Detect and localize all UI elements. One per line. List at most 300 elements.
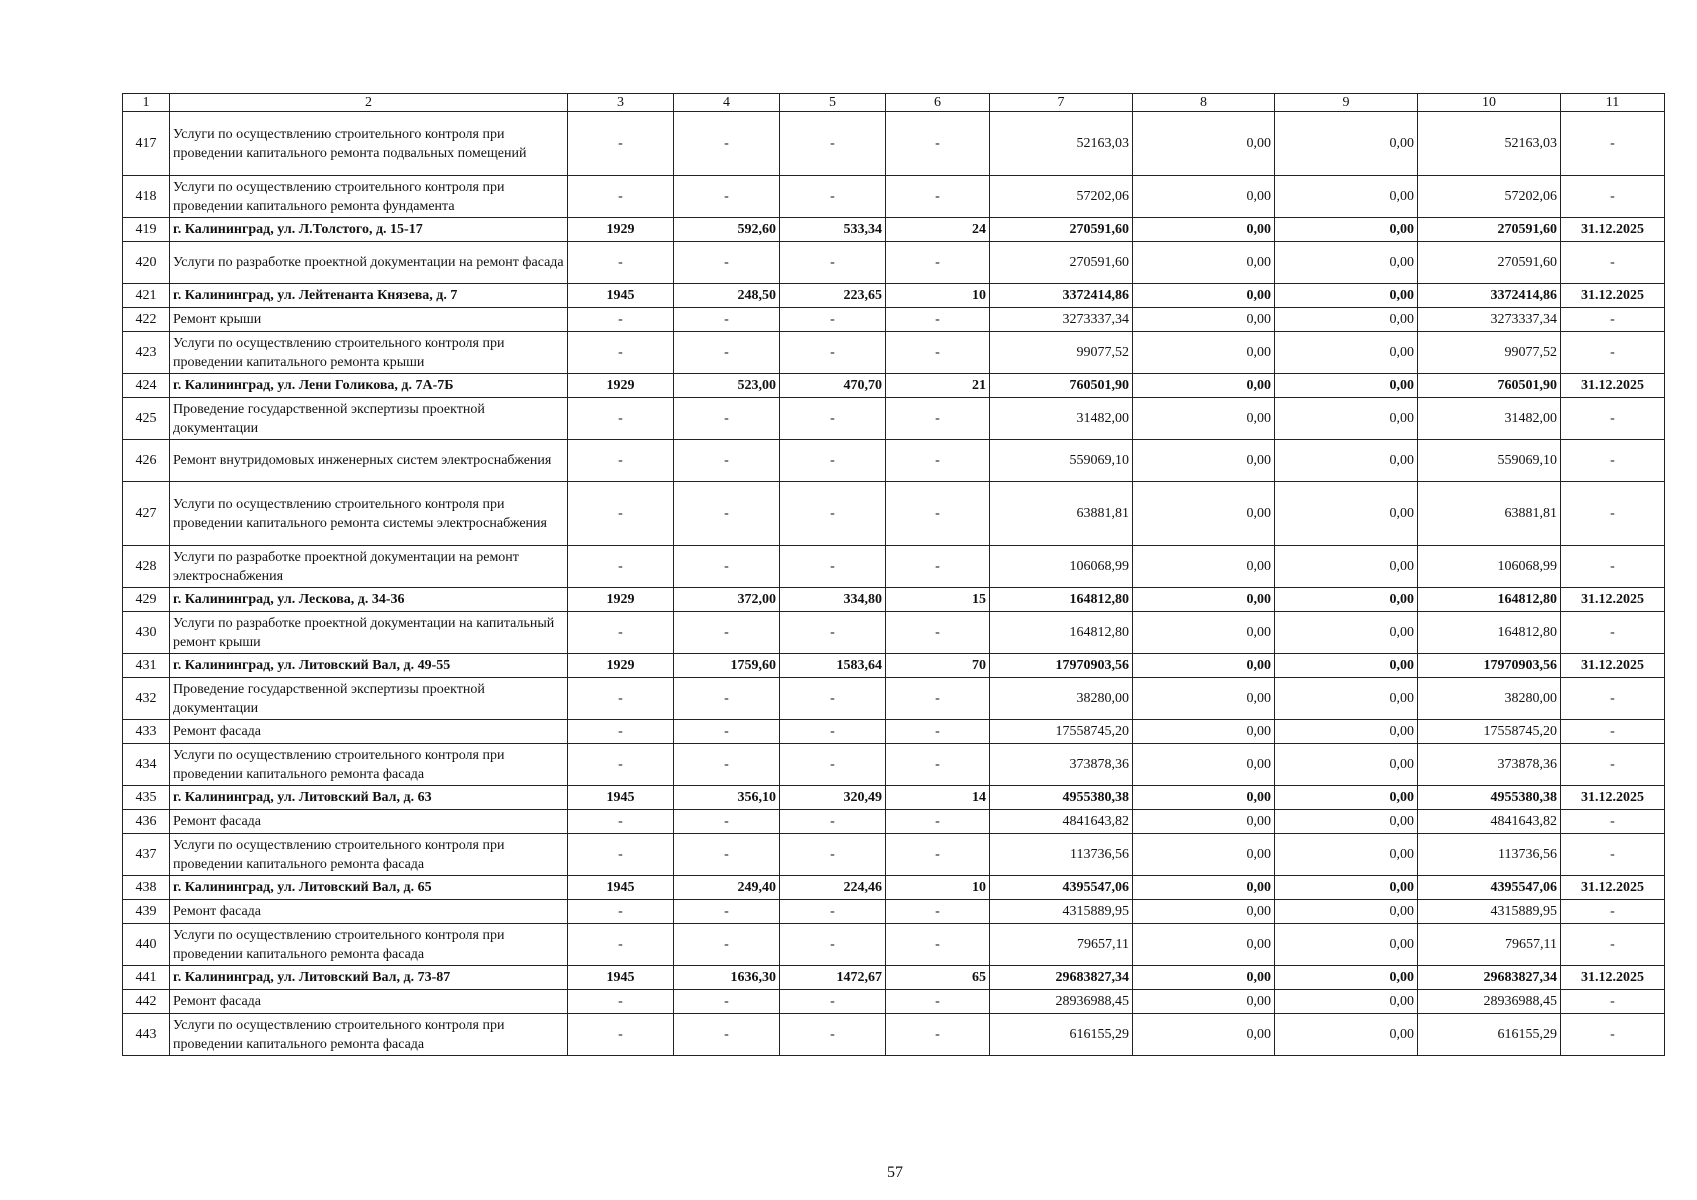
col5-cell: - bbox=[780, 546, 886, 588]
col11-cell: - bbox=[1561, 834, 1665, 876]
page-number: 57 bbox=[887, 1164, 903, 1181]
description-cell: Ремонт внутридомовых инженерных систем электроснабжения bbox=[170, 440, 568, 482]
row-number-cell: 436 bbox=[123, 810, 170, 834]
header-cell: 7 bbox=[990, 94, 1133, 112]
col6-cell: - bbox=[886, 398, 990, 440]
col4-cell: 249,40 bbox=[674, 876, 780, 900]
col11-cell: - bbox=[1561, 332, 1665, 374]
col10-cell: 113736,56 bbox=[1418, 834, 1561, 876]
col4-cell: - bbox=[674, 924, 780, 966]
row-number-cell: 421 bbox=[123, 284, 170, 308]
col5-cell: - bbox=[780, 744, 886, 786]
col11-cell: - bbox=[1561, 440, 1665, 482]
col4-cell: - bbox=[674, 332, 780, 374]
row-number-cell: 434 bbox=[123, 744, 170, 786]
description-cell: г. Калининград, ул. Литовский Вал, д. 63 bbox=[170, 786, 568, 810]
col9-cell: 0,00 bbox=[1275, 612, 1418, 654]
col4-cell: - bbox=[674, 398, 780, 440]
year-cell: - bbox=[568, 810, 674, 834]
col10-cell: 4395547,06 bbox=[1418, 876, 1561, 900]
col4-cell: 1636,30 bbox=[674, 966, 780, 990]
col7-cell: 270591,60 bbox=[990, 242, 1133, 284]
row-number-cell: 440 bbox=[123, 924, 170, 966]
table-row bbox=[123, 482, 1665, 546]
table-row bbox=[123, 218, 1665, 242]
col7-cell: 559069,10 bbox=[990, 440, 1133, 482]
year-cell: 1945 bbox=[568, 876, 674, 900]
col11-cell: 31.12.2025 bbox=[1561, 966, 1665, 990]
table-row bbox=[123, 242, 1665, 284]
table-row bbox=[123, 374, 1665, 398]
col9-cell: 0,00 bbox=[1275, 398, 1418, 440]
col6-cell: - bbox=[886, 612, 990, 654]
col11-cell: - bbox=[1561, 990, 1665, 1014]
col9-cell: 0,00 bbox=[1275, 834, 1418, 876]
row-number-cell: 439 bbox=[123, 900, 170, 924]
col8-cell: 0,00 bbox=[1133, 332, 1275, 374]
col6-cell: - bbox=[886, 924, 990, 966]
col8-cell: 0,00 bbox=[1133, 112, 1275, 176]
col8-cell: 0,00 bbox=[1133, 990, 1275, 1014]
col9-cell: 0,00 bbox=[1275, 332, 1418, 374]
description-cell: Ремонт крыши bbox=[170, 308, 568, 332]
col8-cell: 0,00 bbox=[1133, 612, 1275, 654]
col5-cell: - bbox=[780, 900, 886, 924]
col11-cell: 31.12.2025 bbox=[1561, 876, 1665, 900]
year-cell: - bbox=[568, 176, 674, 218]
col4-cell: - bbox=[674, 308, 780, 332]
col9-cell: 0,00 bbox=[1275, 744, 1418, 786]
row-number-cell: 426 bbox=[123, 440, 170, 482]
col4-cell: 372,00 bbox=[674, 588, 780, 612]
col10-cell: 270591,60 bbox=[1418, 218, 1561, 242]
col9-cell: 0,00 bbox=[1275, 112, 1418, 176]
col5-cell: - bbox=[780, 176, 886, 218]
col7-cell: 38280,00 bbox=[990, 678, 1133, 720]
col7-cell: 4841643,82 bbox=[990, 810, 1133, 834]
description-cell: Услуги по разработке проектной документации на капитальный ремонт крыши bbox=[170, 612, 568, 654]
table-row bbox=[123, 332, 1665, 374]
row-number-cell: 420 bbox=[123, 242, 170, 284]
table-row bbox=[123, 834, 1665, 876]
description-cell: Ремонт фасада bbox=[170, 990, 568, 1014]
table-row bbox=[123, 176, 1665, 218]
year-cell: - bbox=[568, 332, 674, 374]
table-row bbox=[123, 546, 1665, 588]
col4-cell: - bbox=[674, 900, 780, 924]
table-row bbox=[123, 810, 1665, 834]
year-cell: 1929 bbox=[568, 654, 674, 678]
year-cell: 1929 bbox=[568, 374, 674, 398]
col7-cell: 270591,60 bbox=[990, 218, 1133, 242]
col5-cell: - bbox=[780, 398, 886, 440]
row-number-cell: 437 bbox=[123, 834, 170, 876]
year-cell: - bbox=[568, 612, 674, 654]
row-number-cell: 438 bbox=[123, 876, 170, 900]
col4-cell: - bbox=[674, 112, 780, 176]
col9-cell: 0,00 bbox=[1275, 588, 1418, 612]
row-number-cell: 427 bbox=[123, 482, 170, 546]
year-cell: 1945 bbox=[568, 284, 674, 308]
description-cell: Услуги по осуществлению строительного контроля при проведении капитального ремонта фасада bbox=[170, 744, 568, 786]
col5-cell: - bbox=[780, 810, 886, 834]
col4-cell: 1759,60 bbox=[674, 654, 780, 678]
table-row bbox=[123, 398, 1665, 440]
col7-cell: 164812,80 bbox=[990, 588, 1133, 612]
col11-cell: - bbox=[1561, 924, 1665, 966]
col11-cell: 31.12.2025 bbox=[1561, 218, 1665, 242]
col10-cell: 4955380,38 bbox=[1418, 786, 1561, 810]
col7-cell: 373878,36 bbox=[990, 744, 1133, 786]
row-number-cell: 429 bbox=[123, 588, 170, 612]
row-number-cell: 435 bbox=[123, 786, 170, 810]
col9-cell: 0,00 bbox=[1275, 546, 1418, 588]
col11-cell: - bbox=[1561, 744, 1665, 786]
col9-cell: 0,00 bbox=[1275, 810, 1418, 834]
table-row bbox=[123, 308, 1665, 332]
year-cell: - bbox=[568, 546, 674, 588]
description-cell: Услуги по осуществлению строительного контроля при проведении капитального ремонта фасада bbox=[170, 1014, 568, 1056]
row-number-cell: 442 bbox=[123, 990, 170, 1014]
header-cell: 9 bbox=[1275, 94, 1418, 112]
col11-cell: - bbox=[1561, 242, 1665, 284]
header-cell: 1 bbox=[123, 94, 170, 112]
col7-cell: 106068,99 bbox=[990, 546, 1133, 588]
col4-cell: - bbox=[674, 678, 780, 720]
header-row bbox=[123, 94, 1665, 112]
col10-cell: 52163,03 bbox=[1418, 112, 1561, 176]
col9-cell: 0,00 bbox=[1275, 678, 1418, 720]
year-cell: - bbox=[568, 308, 674, 332]
col9-cell: 0,00 bbox=[1275, 1014, 1418, 1056]
table-row bbox=[123, 284, 1665, 308]
description-cell: Услуги по осуществлению строительного контроля при проведении капитального ремонта подвальных помещений bbox=[170, 112, 568, 176]
row-number-cell: 441 bbox=[123, 966, 170, 990]
table-row bbox=[123, 786, 1665, 810]
table-row bbox=[123, 900, 1665, 924]
year-cell: - bbox=[568, 924, 674, 966]
col9-cell: 0,00 bbox=[1275, 720, 1418, 744]
col7-cell: 99077,52 bbox=[990, 332, 1133, 374]
col6-cell: - bbox=[886, 900, 990, 924]
col7-cell: 4315889,95 bbox=[990, 900, 1133, 924]
col7-cell: 3273337,34 bbox=[990, 308, 1133, 332]
col8-cell: 0,00 bbox=[1133, 924, 1275, 966]
year-cell: 1945 bbox=[568, 966, 674, 990]
col6-cell: - bbox=[886, 810, 990, 834]
col11-cell: - bbox=[1561, 678, 1665, 720]
col5-cell: - bbox=[780, 924, 886, 966]
col4-cell: - bbox=[674, 482, 780, 546]
col8-cell: 0,00 bbox=[1133, 374, 1275, 398]
col4-cell: - bbox=[674, 1014, 780, 1056]
col9-cell: 0,00 bbox=[1275, 308, 1418, 332]
table-row bbox=[123, 654, 1665, 678]
col10-cell: 17558745,20 bbox=[1418, 720, 1561, 744]
description-cell: г. Калининград, ул. Лескова, д. 34-36 bbox=[170, 588, 568, 612]
col8-cell: 0,00 bbox=[1133, 900, 1275, 924]
year-cell: 1929 bbox=[568, 588, 674, 612]
col9-cell: 0,00 bbox=[1275, 440, 1418, 482]
col9-cell: 0,00 bbox=[1275, 284, 1418, 308]
col6-cell: - bbox=[886, 990, 990, 1014]
col11-cell: - bbox=[1561, 612, 1665, 654]
row-number-cell: 424 bbox=[123, 374, 170, 398]
year-cell: - bbox=[568, 398, 674, 440]
col5-cell: - bbox=[780, 1014, 886, 1056]
row-number-cell: 443 bbox=[123, 1014, 170, 1056]
col10-cell: 31482,00 bbox=[1418, 398, 1561, 440]
col11-cell: - bbox=[1561, 1014, 1665, 1056]
col5-cell: - bbox=[780, 990, 886, 1014]
col5-cell: - bbox=[780, 612, 886, 654]
table-row bbox=[123, 744, 1665, 786]
description-cell: Услуги по осуществлению строительного контроля при проведении капитального ремонта крыши bbox=[170, 332, 568, 374]
col10-cell: 17970903,56 bbox=[1418, 654, 1561, 678]
col9-cell: 0,00 bbox=[1275, 966, 1418, 990]
row-number-cell: 422 bbox=[123, 308, 170, 332]
table-row bbox=[123, 440, 1665, 482]
table-row bbox=[123, 924, 1665, 966]
repair-table bbox=[122, 93, 1665, 1056]
col6-cell: 14 bbox=[886, 786, 990, 810]
col9-cell: 0,00 bbox=[1275, 218, 1418, 242]
description-cell: Проведение государственной экспертизы проектной документации bbox=[170, 678, 568, 720]
col7-cell: 616155,29 bbox=[990, 1014, 1133, 1056]
col11-cell: - bbox=[1561, 810, 1665, 834]
year-cell: - bbox=[568, 482, 674, 546]
description-cell: Ремонт фасада bbox=[170, 900, 568, 924]
col11-cell: - bbox=[1561, 546, 1665, 588]
col10-cell: 4841643,82 bbox=[1418, 810, 1561, 834]
table-body bbox=[123, 94, 1665, 1056]
col10-cell: 559069,10 bbox=[1418, 440, 1561, 482]
col8-cell: 0,00 bbox=[1133, 966, 1275, 990]
table-row bbox=[123, 966, 1665, 990]
description-cell: г. Калининград, ул. Литовский Вал, д. 65 bbox=[170, 876, 568, 900]
year-cell: - bbox=[568, 678, 674, 720]
row-number-cell: 418 bbox=[123, 176, 170, 218]
col9-cell: 0,00 bbox=[1275, 242, 1418, 284]
description-cell: Услуги по разработке проектной документации на ремонт фасада bbox=[170, 242, 568, 284]
table-row bbox=[123, 678, 1665, 720]
col8-cell: 0,00 bbox=[1133, 834, 1275, 876]
col6-cell: 10 bbox=[886, 284, 990, 308]
row-number-cell: 419 bbox=[123, 218, 170, 242]
year-cell: - bbox=[568, 834, 674, 876]
header-cell: 8 bbox=[1133, 94, 1275, 112]
col11-cell: 31.12.2025 bbox=[1561, 588, 1665, 612]
col6-cell: - bbox=[886, 482, 990, 546]
col6-cell: 15 bbox=[886, 588, 990, 612]
col5-cell: - bbox=[780, 678, 886, 720]
col7-cell: 63881,81 bbox=[990, 482, 1133, 546]
col11-cell: 31.12.2025 bbox=[1561, 786, 1665, 810]
col8-cell: 0,00 bbox=[1133, 242, 1275, 284]
col4-cell: 523,00 bbox=[674, 374, 780, 398]
col4-cell: - bbox=[674, 834, 780, 876]
description-cell: Услуги по осуществлению строительного контроля при проведении капитального ремонта фундамента bbox=[170, 176, 568, 218]
col4-cell: - bbox=[674, 440, 780, 482]
row-number-cell: 431 bbox=[123, 654, 170, 678]
table-sheet bbox=[122, 93, 1664, 1056]
col9-cell: 0,00 bbox=[1275, 654, 1418, 678]
col7-cell: 29683827,34 bbox=[990, 966, 1133, 990]
description-cell: Ремонт фасада bbox=[170, 720, 568, 744]
description-cell: г. Калининград, ул. Литовский Вал, д. 73-87 bbox=[170, 966, 568, 990]
year-cell: - bbox=[568, 744, 674, 786]
year-cell: - bbox=[568, 720, 674, 744]
col7-cell: 4395547,06 bbox=[990, 876, 1133, 900]
col6-cell: 10 bbox=[886, 876, 990, 900]
col6-cell: 24 bbox=[886, 218, 990, 242]
col10-cell: 164812,80 bbox=[1418, 588, 1561, 612]
col7-cell: 760501,90 bbox=[990, 374, 1133, 398]
table-row bbox=[123, 588, 1665, 612]
header-cell: 3 bbox=[568, 94, 674, 112]
row-number-cell: 430 bbox=[123, 612, 170, 654]
col7-cell: 3372414,86 bbox=[990, 284, 1133, 308]
col6-cell: - bbox=[886, 112, 990, 176]
table-row bbox=[123, 876, 1665, 900]
col7-cell: 17558745,20 bbox=[990, 720, 1133, 744]
col4-cell: 592,60 bbox=[674, 218, 780, 242]
col7-cell: 31482,00 bbox=[990, 398, 1133, 440]
col4-cell: - bbox=[674, 612, 780, 654]
col4-cell: - bbox=[674, 242, 780, 284]
col8-cell: 0,00 bbox=[1133, 308, 1275, 332]
col5-cell: 334,80 bbox=[780, 588, 886, 612]
header-cell: 4 bbox=[674, 94, 780, 112]
col7-cell: 52163,03 bbox=[990, 112, 1133, 176]
header-cell: 6 bbox=[886, 94, 990, 112]
col6-cell: - bbox=[886, 546, 990, 588]
col10-cell: 164812,80 bbox=[1418, 612, 1561, 654]
col8-cell: 0,00 bbox=[1133, 588, 1275, 612]
description-cell: Услуги по осуществлению строительного контроля при проведении капитального ремонта фасада bbox=[170, 834, 568, 876]
col6-cell: - bbox=[886, 720, 990, 744]
col9-cell: 0,00 bbox=[1275, 374, 1418, 398]
year-cell: - bbox=[568, 112, 674, 176]
col4-cell: 356,10 bbox=[674, 786, 780, 810]
description-cell: Услуги по осуществлению строительного контроля при проведении капитального ремонта фасада bbox=[170, 924, 568, 966]
col8-cell: 0,00 bbox=[1133, 482, 1275, 546]
col6-cell: - bbox=[886, 744, 990, 786]
row-number-cell: 425 bbox=[123, 398, 170, 440]
table-row bbox=[123, 1014, 1665, 1056]
col5-cell: 224,46 bbox=[780, 876, 886, 900]
col6-cell: - bbox=[886, 242, 990, 284]
col10-cell: 28936988,45 bbox=[1418, 990, 1561, 1014]
col6-cell: - bbox=[886, 176, 990, 218]
table-row bbox=[123, 612, 1665, 654]
col5-cell: 533,34 bbox=[780, 218, 886, 242]
col10-cell: 3273337,34 bbox=[1418, 308, 1561, 332]
col4-cell: - bbox=[674, 546, 780, 588]
col11-cell: 31.12.2025 bbox=[1561, 284, 1665, 308]
col5-cell: 470,70 bbox=[780, 374, 886, 398]
col7-cell: 4955380,38 bbox=[990, 786, 1133, 810]
header-cell: 2 bbox=[170, 94, 568, 112]
description-cell: Услуги по разработке проектной документации на ремонт электроснабжения bbox=[170, 546, 568, 588]
row-number-cell: 428 bbox=[123, 546, 170, 588]
col5-cell: - bbox=[780, 242, 886, 284]
col8-cell: 0,00 bbox=[1133, 654, 1275, 678]
col8-cell: 0,00 bbox=[1133, 720, 1275, 744]
col10-cell: 4315889,95 bbox=[1418, 900, 1561, 924]
col6-cell: - bbox=[886, 678, 990, 720]
col9-cell: 0,00 bbox=[1275, 990, 1418, 1014]
col8-cell: 0,00 bbox=[1133, 440, 1275, 482]
col5-cell: - bbox=[780, 332, 886, 374]
row-number-cell: 433 bbox=[123, 720, 170, 744]
year-cell: - bbox=[568, 1014, 674, 1056]
col6-cell: - bbox=[886, 834, 990, 876]
col8-cell: 0,00 bbox=[1133, 284, 1275, 308]
year-cell: 1945 bbox=[568, 786, 674, 810]
col7-cell: 79657,11 bbox=[990, 924, 1133, 966]
year-cell: 1929 bbox=[568, 218, 674, 242]
col10-cell: 270591,60 bbox=[1418, 242, 1561, 284]
description-cell: г. Калининград, ул. Литовский Вал, д. 49-55 bbox=[170, 654, 568, 678]
col5-cell: 1472,67 bbox=[780, 966, 886, 990]
description-cell: Ремонт фасада bbox=[170, 810, 568, 834]
col5-cell: - bbox=[780, 834, 886, 876]
header-cell: 5 bbox=[780, 94, 886, 112]
col4-cell: - bbox=[674, 720, 780, 744]
description-cell: г. Калининград, ул. Лени Голикова, д. 7А-7Б bbox=[170, 374, 568, 398]
table-row bbox=[123, 720, 1665, 744]
col4-cell: 248,50 bbox=[674, 284, 780, 308]
col6-cell: 65 bbox=[886, 966, 990, 990]
year-cell: - bbox=[568, 990, 674, 1014]
col8-cell: 0,00 bbox=[1133, 744, 1275, 786]
col10-cell: 63881,81 bbox=[1418, 482, 1561, 546]
col7-cell: 57202,06 bbox=[990, 176, 1133, 218]
col9-cell: 0,00 bbox=[1275, 876, 1418, 900]
col4-cell: - bbox=[674, 810, 780, 834]
col10-cell: 616155,29 bbox=[1418, 1014, 1561, 1056]
year-cell: - bbox=[568, 242, 674, 284]
col8-cell: 0,00 bbox=[1133, 876, 1275, 900]
year-cell: - bbox=[568, 900, 674, 924]
col6-cell: - bbox=[886, 1014, 990, 1056]
col10-cell: 38280,00 bbox=[1418, 678, 1561, 720]
col8-cell: 0,00 bbox=[1133, 398, 1275, 440]
col8-cell: 0,00 bbox=[1133, 546, 1275, 588]
col10-cell: 106068,99 bbox=[1418, 546, 1561, 588]
row-number-cell: 423 bbox=[123, 332, 170, 374]
col11-cell: - bbox=[1561, 176, 1665, 218]
col7-cell: 28936988,45 bbox=[990, 990, 1133, 1014]
description-cell: Проведение государственной экспертизы проектной документации bbox=[170, 398, 568, 440]
col6-cell: 21 bbox=[886, 374, 990, 398]
year-cell: - bbox=[568, 440, 674, 482]
description-cell: Услуги по осуществлению строительного контроля при проведении капитального ремонта системы электроснабжения bbox=[170, 482, 568, 546]
col10-cell: 373878,36 bbox=[1418, 744, 1561, 786]
col7-cell: 164812,80 bbox=[990, 612, 1133, 654]
col8-cell: 0,00 bbox=[1133, 678, 1275, 720]
col8-cell: 0,00 bbox=[1133, 810, 1275, 834]
col11-cell: 31.12.2025 bbox=[1561, 654, 1665, 678]
col11-cell: - bbox=[1561, 308, 1665, 332]
col4-cell: - bbox=[674, 176, 780, 218]
col9-cell: 0,00 bbox=[1275, 900, 1418, 924]
col8-cell: 0,00 bbox=[1133, 1014, 1275, 1056]
col7-cell: 113736,56 bbox=[990, 834, 1133, 876]
col5-cell: - bbox=[780, 720, 886, 744]
col5-cell: 1583,64 bbox=[780, 654, 886, 678]
